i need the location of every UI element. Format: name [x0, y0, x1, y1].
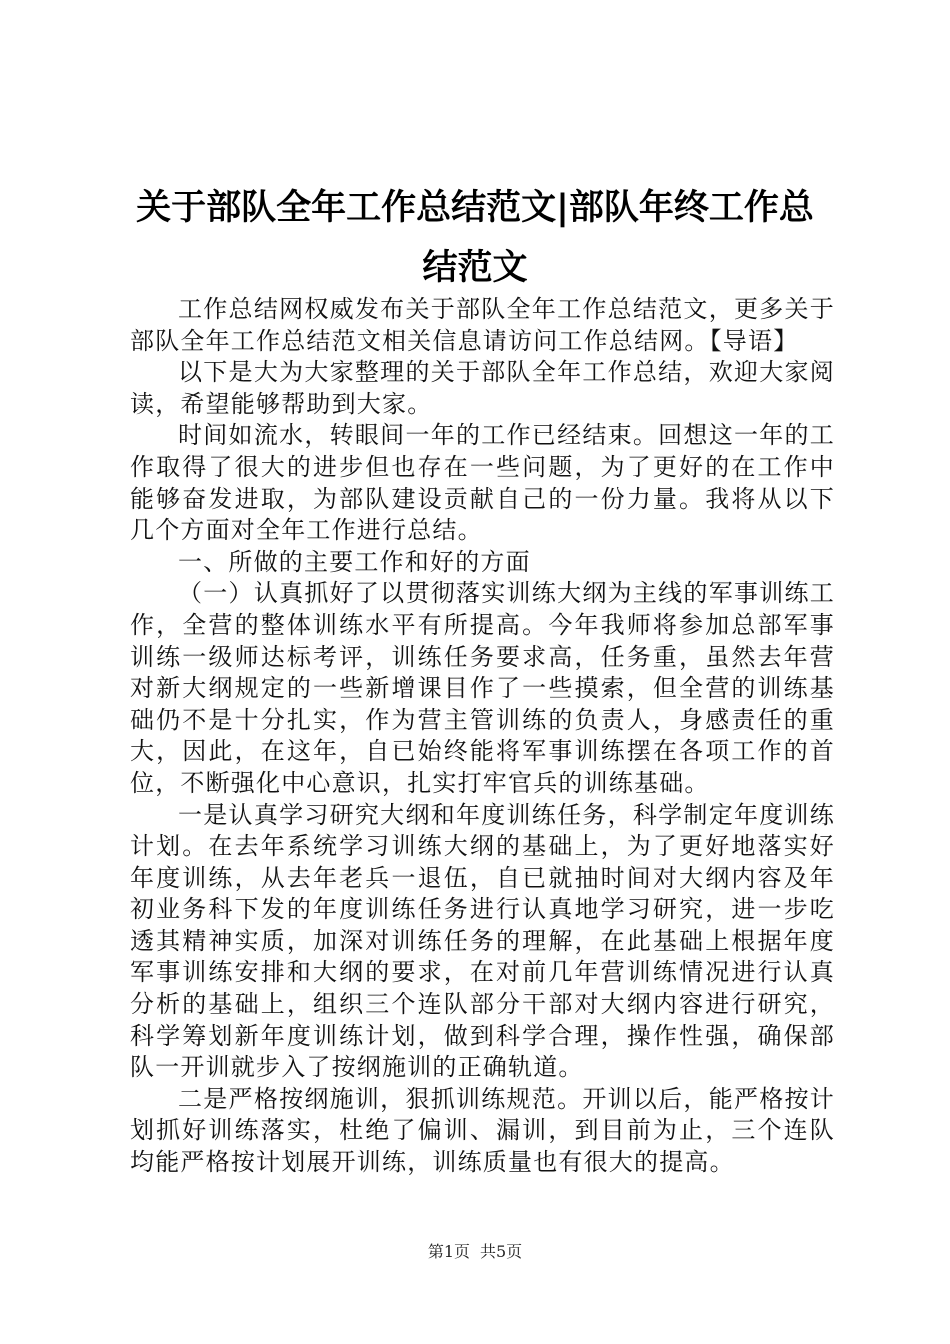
opening-paragraph: 时间如流水，转眼间一年的工作已经结束。回想这一年的工作取得了很大的进步但也存在一些问题，为了更好的在工作中能够奋发进取，为部队建设贡献自己的一份力量。我将从以下几个方面对全年工作进行总结。	[130, 421, 835, 545]
intro-paragraph: 工作总结网权威发布关于部队全年工作总结范文，更多关于部队全年工作总结范文相关信息请访问工作总结网。【导语】	[130, 295, 835, 355]
page-total: 共5页	[480, 1242, 523, 1261]
preface-paragraph: 以下是大为大家整理的关于部队全年工作总结，欢迎大家阅读，希望能够帮助到大家。	[130, 358, 835, 418]
point-one-paragraph: 一是认真学习研究大纲和年度训练任务，科学制定年度训练计划。在去年系统学习训练大纲的基础上，为了更好地落实好年度训练，从去年老兵一退伍，自已就抽时间对大纲内容及年初业务科下发的年度训练任务进行认真地学习研究，进一步吃透其精神实质，加深对训练任务的理解，在此基础上根据年度军事训练安排和大纲的要求，在对前几年营训练情况进行认真分析的基础上，组织三个连队部分干部对大纲内容进行研究，科学筹划新年度训练计划，做到科学合理，操作性强，确保部队一开训就步入了按纲施训的正确轨道。	[130, 800, 835, 1082]
document-body	[130, 294, 835, 1179]
document-title: 关于部队全年工作总结范文|部队年终工作总结范文	[136, 188, 814, 288]
point-two-paragraph: 二是严格按纲施训，狠抓训练规范。开训以后，能严格按计划抓好训练落实，杜绝了偏训、漏训，到目前为止，三个连队均能严格按计划展开训练，训练质量也有很大的提高。	[130, 1084, 835, 1177]
page-footer	[0, 1240, 950, 1264]
subsection-paragraph: （一）认真抓好了以贯彻落实训练大纲为主线的军事训练工作，全营的整体训练水平有所提高。今年我师将参加总部军事训练一级师达标考评，训练任务要求高，任务重，虽然去年营对新大纲规定的一些新增课目作了一些摸索，但全营的训练基础仍不是十分扎实，作为营主管训练的负责人，身感责任的重大，因此，在这年，自已始终能将军事训练摆在各项工作的首位，不断强化中心意识，扎实打牢官兵的训练基础。	[130, 579, 835, 797]
page-number: 第1页	[427, 1242, 470, 1261]
section-heading: 一、所做的主要工作和好的方面	[178, 547, 531, 576]
